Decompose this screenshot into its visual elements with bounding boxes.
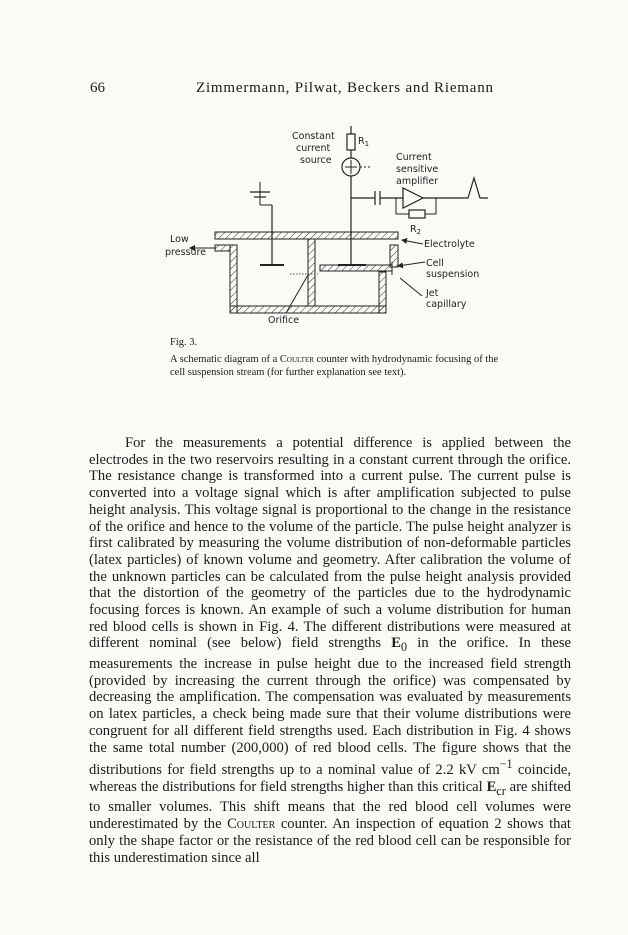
low-pressure-label-2: pressure xyxy=(165,247,207,258)
orifice-label: Orifice xyxy=(268,315,300,326)
bottom-wall xyxy=(230,306,386,313)
coulter-counter-diagram xyxy=(160,120,490,330)
figure-caption xyxy=(170,336,500,379)
jet-capillary-label-1: Jet xyxy=(426,288,439,299)
body-paragraph: For the measurements a potential difference is applied between the electrodes in the two reservoirs resulting in a constant current through the orifice. The resistance change is transformed into a current pulse. The current pulse is converted into a voltage signal which is after amplification subjected to pulse height analysis. This voltage signal is proportional to the change in the resistance of the orifice and hence to the volume of the particle. The pulse height analyzer is first calibrated by measuring the volume distribution of non-deformable particles (latex particles) of known volume and geometry. After calibration the volume of the unknown particles can be calculated from the pulse height analysis provided that the distortion of the geometry of the particles due to the hydrodynamic focusing forces is known. An example of such a volume distribution for human red blood cells is shown in Fig. 4. The different distributions were measured at different nominal (see below) field strengths $E_0$ in the orifice. In these measurements the increase in pulse height due to the increased field strength (provided by increasing the current through the orifice) was compensated by decreasing the amplification. The compensation was evaluated by measurements on latex particles, a check being made sure that their volume distributions were congruent for all different field strengths used. Each distribution in Fig. 4 shows the same total number (200,000) of red blood cells. The figure shows that the distributions for field strengths up to a nominal value of 2.2 kV $cm^{-1}$ coincide, whereas the distributions for field strengths higher than this critical $E_{cr}$ are shifted to smaller volumes. This shift means that the red blood cell volumes were underestimated by the Coulter counter. An inspection of equation 2 shows that only the shape factor or the resistance of the red blood cell can be responsible for this underestimation since all xyxy=(89,435,571,866)
source-label-2: current xyxy=(296,143,331,154)
jet-capillary-label-2: capillary xyxy=(426,299,467,310)
r2-label: $R_2$ xyxy=(410,224,422,236)
page-header xyxy=(0,80,628,100)
source-label-1: Constant xyxy=(292,131,335,142)
amplifier-triangle xyxy=(403,188,423,208)
right-wall xyxy=(379,272,386,313)
running-head: Zimmermann, Pilwat, Beckers and Riemann xyxy=(196,80,494,96)
figure-label: Fig. 3. xyxy=(170,337,198,348)
resistor-r2 xyxy=(409,210,425,218)
left-shelf xyxy=(215,245,230,251)
cell-suspension-label-2: suspension xyxy=(426,269,480,280)
separator-wall xyxy=(308,239,315,306)
page-number: 66 xyxy=(90,80,105,96)
amp-label-1: Current xyxy=(396,152,432,163)
amp-label-2: sensitive xyxy=(396,164,439,175)
source-label-3: source xyxy=(300,155,332,166)
left-wall xyxy=(230,245,237,313)
caption-text: A schematic diagram of a Coulter counter with hydrodynamic focusing of the cell suspension stream (for further explanation see text). xyxy=(170,354,499,378)
cell-suspension-label-1: Cell xyxy=(426,258,444,269)
low-pressure-label-1: Low xyxy=(170,234,189,245)
electrolyte-label: Electrolyte xyxy=(424,239,475,250)
right-upper xyxy=(390,245,398,267)
amp-label-3: amplifier xyxy=(396,176,439,187)
r1-label: $R_1$ xyxy=(358,136,370,148)
resistor-r1 xyxy=(347,134,355,150)
output-pulse xyxy=(458,178,488,198)
top-wall xyxy=(215,232,398,239)
